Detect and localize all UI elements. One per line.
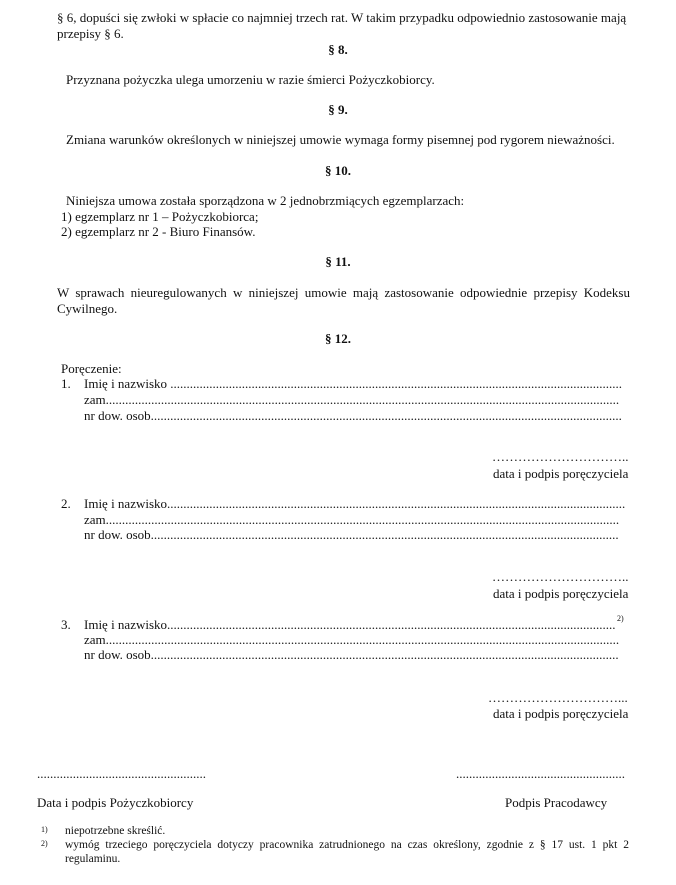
section-text: Przyznana pożyczka ulega umorzeniu w razie śmierci Pożyczkobiorcy. <box>66 72 435 87</box>
section-heading: § 9. <box>328 102 348 117</box>
list-item: 1) egzemplarz nr 1 – Pożyczkobiorca; <box>61 209 259 224</box>
section-text: Niniejsza umowa została sporządzona w 2 jednobrzmiących egzemplarzach: <box>66 193 465 208</box>
footnote-marker: 2) <box>41 839 48 848</box>
intro-line: przepisy § 6. <box>57 26 124 41</box>
guarantor-number: 2. <box>61 496 71 511</box>
footnote-marker: 1) <box>41 825 48 834</box>
guarantor-name-field: Imię i nazwisko............................................................................................................................................. <box>84 496 626 511</box>
footnote-reference: 2) <box>617 614 624 623</box>
section-heading: § 11. <box>325 254 351 269</box>
guarantor-number: 1. <box>61 376 71 391</box>
guarantor-address-field: zam.............................................................................................................................................................. <box>84 632 620 647</box>
signature-label: data i podpis poręczyciela <box>493 706 629 721</box>
intro-line: § 6, dopuści się zwłoki w spłacie co najmniej trzech rat. W takim przypadku odpowiednio zastosowanie mają <box>57 10 627 25</box>
section-heading: § 12. <box>325 331 351 346</box>
section-text: W sprawach nieuregulowanych w niniejszej umowie mają zastosowanie odpowiednie przepisy Kodeksu Cywilnego. <box>57 285 630 316</box>
footnote-text: wymóg trzeciego poręczyciela dotyczy pracownika zatrudnionego na czas określony, zgodnie z § 17 ust. 1 pkt 2 regulaminu. <box>65 839 629 865</box>
list-item: 2) egzemplarz nr 2 - Biuro Finansów. <box>61 224 256 239</box>
guarantor-name-field: Imię i nazwisko.......................................................................................................................................... <box>84 617 616 632</box>
guarantor-id-field: nr dow. osob................................................................................................................................................. <box>84 408 622 423</box>
section-heading: § 10. <box>325 163 351 178</box>
guarantor-id-field: nr dow. osob................................................................................................................................................ <box>84 647 619 662</box>
signature-label: data i podpis poręczyciela <box>493 466 629 481</box>
employer-signature-label: Podpis Pracodawcy <box>505 795 608 810</box>
guarantee-label: Poręczenie: <box>61 361 122 376</box>
section-text: Zmiana warunków określonych w niniejszej umowie wymaga formy pisemnej pod rygorem nieważności. <box>66 132 615 147</box>
signature-line: …………………………... <box>488 690 628 705</box>
signature-line: ………………………….. <box>492 569 629 584</box>
signature-label: data i podpis poręczyciela <box>493 586 629 601</box>
guarantor-id-field: nr dow. osob................................................................................................................................................ <box>84 527 619 542</box>
borrower-signature-line: .................................................... <box>37 766 206 781</box>
guarantor-address-field: zam.............................................................................................................................................................. <box>84 512 620 527</box>
borrower-signature-label: Data i podpis Pożyczkobiorcy <box>37 795 194 810</box>
guarantor-address-field: zam.............................................................................................................................................................. <box>84 392 620 407</box>
footnote-text: niepotrzebne skreślić. <box>65 825 166 837</box>
guarantor-name-field: Imię i nazwisko ........................................................................................................................................... <box>84 376 623 391</box>
employer-signature-line: .................................................... <box>456 766 625 781</box>
guarantor-number: 3. <box>61 617 71 632</box>
section-heading: § 8. <box>328 42 348 57</box>
signature-line: ………………………….. <box>492 449 629 464</box>
